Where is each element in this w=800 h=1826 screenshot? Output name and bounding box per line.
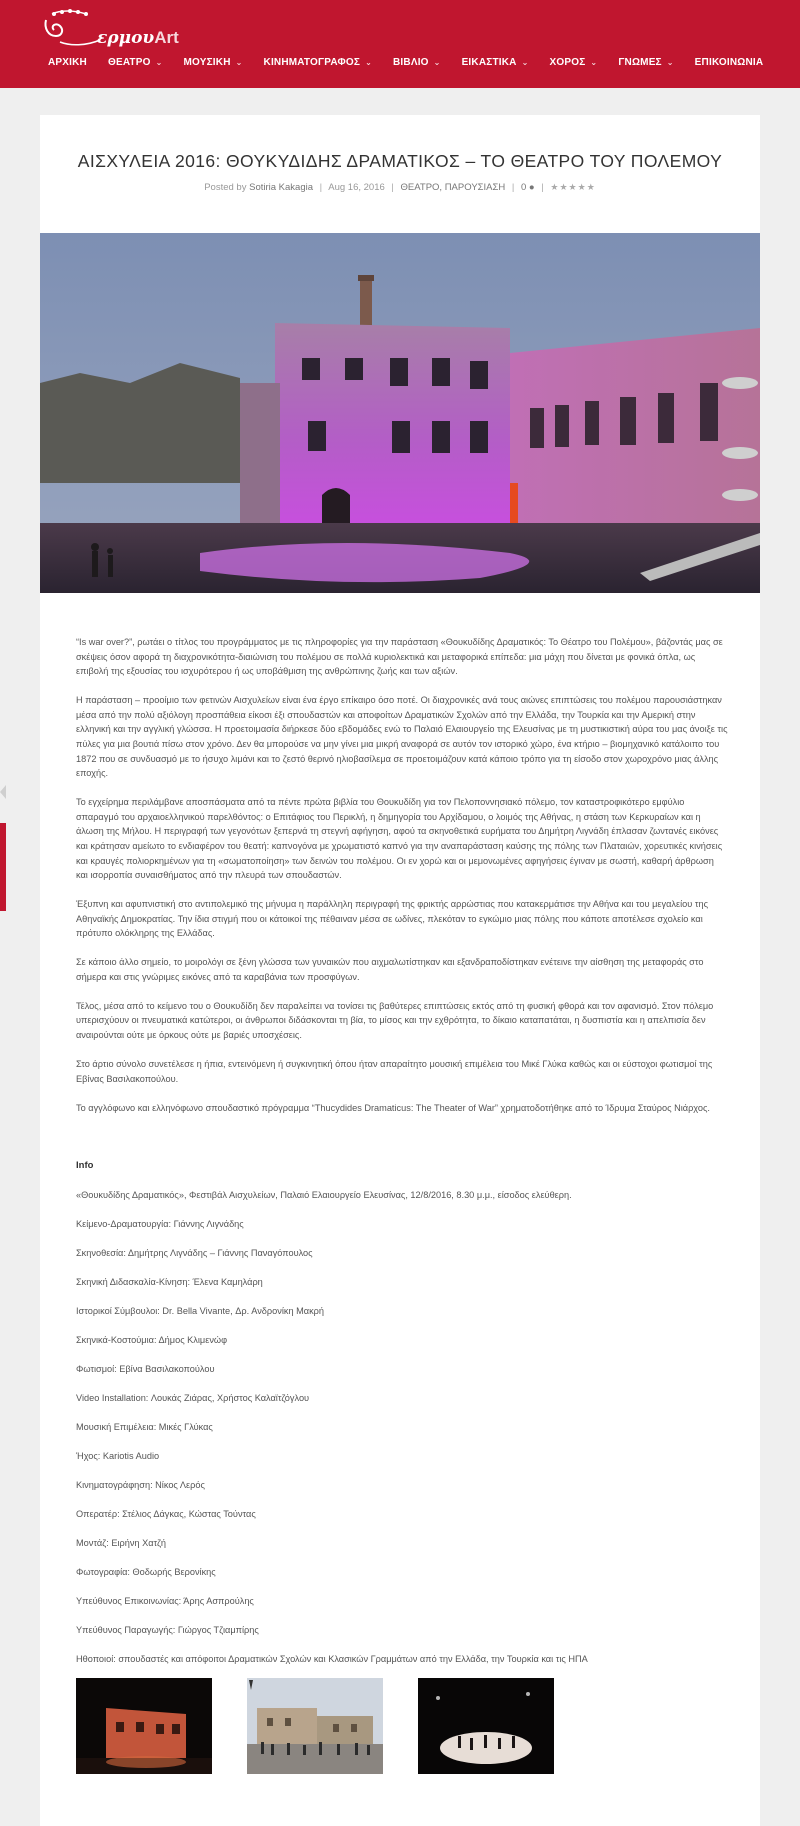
comments-link[interactable]: 0 ● [520,182,535,193]
nav-item-visual-arts[interactable]: ΕΙΚΑΣΤΙΚΑ ⌄ [461,56,529,68]
paragraph: Το εγχείρημα περιλάμβανε αποσπάσματα από τα πέντε πρώτα βιβλία του Θουκυδίδη για τον Πελοποννησιακό πόλεμο, τον καταστροφικότερο εμφύλιο σπαραγμό του αρχαιοελληνικού παρελθόντος: ο Επιτάφιος του Περικλή, η δημηγορία του Αρχίδαμου, ο λοιμός της Αθήνας, η στάση των Κερκυραίων και η άλωση της Μήλου. Η περιγραφή των γεγονότων ξεπερνά τη στεγνή αφήγηση, αφού τα σκηνοθετικά ευρήματα του Δημήτρη Λιγνάδη έπλασαν ζωντανές εικόνες και κράτησαν αμείωτο το ενδιαφέρον του θεατή: καπνογόνα με χρωματιστό καπνό για την αναπαράσταση καύσης της πόλης των Πλαταιών, χορευτικές κινήσεις και κραυγές πολιορκημένων για τη «σωματοποίηση» των δεινών του πολέμου. Οι εν χορώ και οι μεμονωμένες αφηγήσεις έγιναν με σωστή, καθαρή άρθρωση και ισορροπία συναισθήματος από την πλευρά των σπουδαστών. [76,797,723,881]
paragraph: Έξυπνη και αφυπνιστική στο αντιπολεμικό της μήνυμα η παράλληλη περιγραφή της φρικτής αρρώστιας που κατακερμάτισε την Αθήνα και του μεγαλείου της Αθηναϊκής Δημοκρατίας. Την ίδια στιγμή που οι κάτοικοί της πέθαιναν μέσα σε ωδίνες, πλεκόταν το εγκώμιο μιας πόλης που κάποτε αποτέλεσε σχολείο και πρότυπο ολόκληρης της Ελλάδας. [76,899,709,939]
chevron-down-icon: ⌄ [365,57,372,67]
info-line: Ιστορικοί Σύμβουλοι: Dr. Bella Vivante, Δρ. Ανδρονίκη Μακρή [76,1306,325,1317]
chevron-down-icon: ⌄ [433,57,441,67]
gallery-thumbnail[interactable] [76,1678,212,1774]
meta-separator: | [391,182,394,193]
info-heading: Info [76,1160,94,1172]
nav-item-home[interactable]: ΑΡΧΙΚΗ [48,56,87,68]
paragraph: Σε κάποιο άλλο σημείο, το μοιρολόγι σε ξένη γλώσσα των γυναικών που αιχμαλωτίστηκαν και εξανδραποδίστηκαν ενέτεινε την αίσθηση της μεταφοράς στο σήμερα και στις γνώριμες εικόνες από τα καραβάνια των προσφύγων. [76,957,704,982]
nav-item-cinema[interactable]: ΚΙΝΗΜΑΤΟΓΡΑΦΟΣ ⌄ [263,56,372,68]
chevron-down-icon: ⌄ [235,57,243,67]
nav-item-dance[interactable]: ΧΟΡΟΣ ⌄ [549,56,598,68]
rating-stars: ★★★★★ [550,182,596,192]
info-line: Φωτισμοί: Εβίνα Βασιλακοπούλου [76,1364,215,1375]
info-line: Υπεύθυνος Παραγωγής: Γιώργος Τζιαμπίρης [76,1624,259,1635]
chevron-down-icon: ⌄ [155,57,163,67]
info-line: Ήχος: Kariotis Audio [76,1451,160,1462]
info-line: Κείμενο-Δραματουργία: Γιάννης Λιγνάδης [76,1219,244,1230]
author-link[interactable]: Sotiria Kakagia [249,182,314,193]
info-line: «Θουκυδίδης Δραματικός», Φεστιβάλ Αισχυλείων, Παλαιό Ελαιουργείο Ελευσίνας, 12/8/2016, 8.30 μ.μ., είσοδος ελεύθερη. [76,1190,572,1201]
post-meta [40,182,760,193]
info-line: Υπεύθυνος Επικοινωνίας: Άρης Ασπρούλης [76,1595,254,1606]
info-line: Φωτογραφία: Θοδωρής Βερονίκης [76,1566,216,1577]
paragraph: Τέλος, μέσα από το κείμενο του ο Θουκυδίδη δεν παραλείπει να τονίσει τις βαθύτερες επιπτώσεις εκτός από τη φυσική φθορά και τον αφανισμό. Στον πόλεμο υπερισχύουν οι πνευματικά κατώτεροι, οι άνθρωποι διδάσκονται τη βία, το μίσος και την εχθρότητα, το δίκαιο καταπατάται, η δυσπιστία και η απελπισία δεν αναιρούνται ούτε με όρκους ούτε με βαριές υποσχέσεις. [76,1000,714,1041]
info-line: Κινηματογράφηση: Νίκος Λερός [76,1480,205,1490]
nav-item-theatre[interactable]: ΘΕΑΤΡΟ ⌄ [107,56,163,68]
info-line: Σκηνοθεσία: Δημήτρης Λιγνάδης – Γιάννης Παναγόπουλος [76,1248,313,1259]
posted-by-label: Posted by [204,182,247,193]
side-share-tab[interactable] [0,823,6,911]
meta-separator: | [541,182,544,193]
info-line: Σκηνική Διδασκαλία-Κίνηση: Έλενα Καμηλάρη [76,1277,263,1288]
paragraph: Η παράσταση – προοίμιο των φετινών Αισχυλείων είναι ένα έργο επίκαιρο όσο ποτέ. Οι διαχρονικές ανά τους αιώνες επιπτώσεις του πολέμου παρουσιάστηκαν μέσα από την πολύ αξιόλογη προσπάθεια είκοσι έξι σπουδαστών και αποφοίτων Δραματικών Σχολών από την Ελλάδα, την Τουρκία και την Αμερική στην ελληνική και την αγγλική γλώσσα. Η προετοιμασία διήρκεσε δύο εβδομάδες ενώ το Παλαιό Ελαιουργείο της Ελευσίνας με τη μυστικιστική αύρα του μας άνοιξε τις πύλες για μια βουτιά πίσω στον χρόνο. Δεν θα μπορούσε να μην γίνει μια μικρή αναφορά σε αυτόν τον ιστορικό χώρο, ένα κτήριο – βιομηχανικό κατάλοιπο του 1872 που σε συνδυασμό με το ήσυχο λιμάνι και το ζεστό θερινό ηλιοβασίλεμα σε προετοιμάζουν κατά κάποιο τρόπο για τη είσοδο στον χωροχρόνο μιας άλλης εποχής. [76,695,728,779]
gallery-thumbnail[interactable] [247,1678,383,1774]
paragraph: “Is war over?”, ρωτάει ο τίτλος του προγράμματος με τις πληροφορίες για την παράσταση «Θουκυδίδης Δραματικός: Το Θέατρο του Πολέμου», βάζοντάς μας σε σκέψεις όσον αφορά τη διαχρονικότητα-διαιώνιση του πολέμου σε πολλά κυριολεκτικά και μεταφορικά επίπεδα: μια μάχη που δίνεται με φονικά όπλα, ως επιβολή της εξουσίας του ισχυρότερου ή ως υποβάθμιση της ανθρώπινης ζωής και των αξιών. [76,637,723,677]
meta-separator: | [511,182,515,193]
info-line: Ηθοποιοί: σπουδαστές και απόφοιτοι Δραματικών Σχολών και Κλασικών Γραμμάτων από την Ελλάδα, την Τουρκία και τις ΗΠΑ [76,1653,588,1664]
main-nav [48,52,784,72]
site-header [0,0,800,88]
info-line: Μοντάζ: Ειρήνη Χατζή [76,1537,167,1548]
info-line: Μουσική Επιμέλεια: Μικές Γλύκας [76,1422,213,1433]
nav-item-books[interactable]: ΒΙΒΛΙΟ ⌄ [393,56,441,68]
chevron-down-icon: ⌄ [590,57,598,67]
chevron-down-icon: ⌄ [666,57,674,67]
paragraph: Στο άρτιο σύνολο συνετέλεσε η ήπια, εντεινόμενη ή συγκινητική όπου ήταν απαραίτητο μουσική επιμέλεια του Μικέ Γλύκα καθώς και οι εύστοχοι φωτισμοί της Εβίνας Βασιλακοπούλου. [76,1059,713,1084]
post-title: ΑΙΣΧΥΛΕΙΑ 2016: ΘΟΥΚΥΔΙΔΗΣ ΔΡΑΜΑΤΙΚΟΣ – ΤΟ ΘΕΑΤΡΟ ΤΟΥ ΠΟΛΕΜΟΥ [77,151,723,171]
paragraph: Το αγγλόφωνο και ελληνόφωνο σπουδαστικό πρόγραμμα “Thucydides Dramaticus: The Theater of War” χρηματοδοτήθηκε από το Ίδρυμα Σταύρος Νιάρχος. [76,1102,710,1113]
meta-separator: | [319,182,323,193]
info-line: Video Installation: Λουκάς Ζιάρας, Χρήστος Καλαϊτζόγλου [76,1393,310,1404]
post-date: Aug 16, 2016 [328,182,385,193]
comment-icon: ● [528,182,535,193]
nav-item-opinions[interactable]: ΓΝΩΜΕΣ ⌄ [618,56,674,68]
site-logo[interactable] [40,6,179,48]
info-line: Σκηνικά-Κοστούμια: Δήμος Κλιμενώφ [76,1335,228,1346]
logo-wordmark: ερμουArt [97,28,179,48]
side-scroll-arrow[interactable] [0,785,6,799]
gallery-thumbnail[interactable] [418,1678,554,1774]
info-line: Οπερατέρ: Στέλιος Δάγκας, Κώστας Τούντας [76,1508,256,1519]
chevron-down-icon: ⌄ [521,57,529,67]
nav-item-music[interactable]: ΜΟΥΣΙΚΗ ⌄ [183,56,243,68]
hero-image [40,233,760,593]
nav-item-contact[interactable]: ΕΠΙΚΟΙΝΩΝΙΑ [694,56,764,68]
category-links[interactable]: ΘΕΑΤΡΟ, ΠΑΡΟΥΣΙΑΣΗ [400,182,506,193]
post-content [76,635,728,1681]
post-card [40,115,760,1826]
